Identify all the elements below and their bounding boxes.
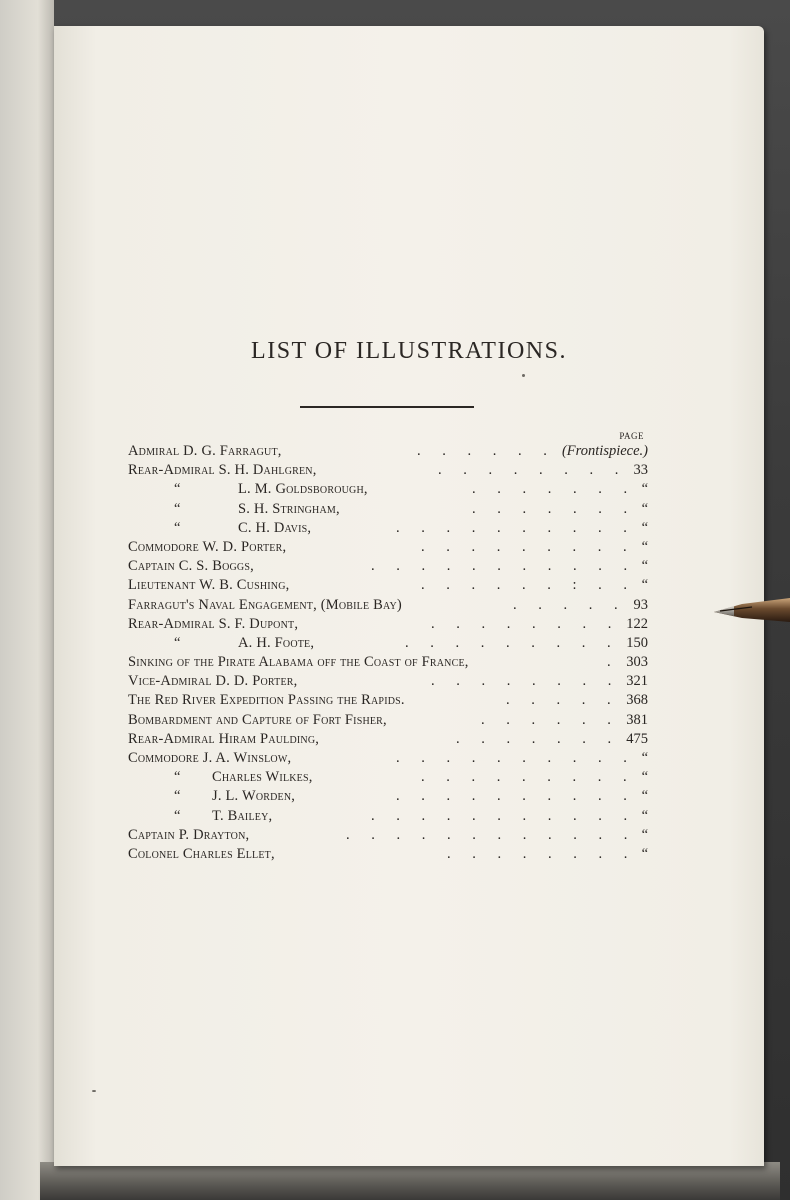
dot-leader: . . . . . . . . . . . [371, 807, 637, 824]
illustration-title: Commodore W. D. Porter, [128, 538, 287, 555]
dot-leader: . . . . . . . [472, 500, 637, 517]
dot-leader: . . . . . . . . [438, 462, 628, 479]
page-number: (Frontispiece.) [561, 443, 648, 459]
illustration-title: Rear-Admiral Hiram Paulding, [128, 730, 320, 747]
paper-speck [92, 1090, 96, 1092]
page-number: “ [641, 481, 648, 498]
dot-leader: . . . . . . . . [431, 673, 621, 690]
ditto-mark: “ [174, 500, 181, 517]
list-item [128, 787, 648, 806]
dot-leader: . [607, 654, 620, 671]
dot-leader: . . . . . . . . . . [396, 750, 636, 766]
illustration-title: Captain C. S. Boggs, [128, 558, 254, 575]
illustration-title: J. L. Worden, [212, 788, 296, 805]
page-number: 321 [626, 673, 648, 690]
book-page [54, 26, 764, 1166]
illustrations-list [128, 442, 648, 864]
list-item [128, 768, 648, 787]
illustration-title: Farragut's Naval Engagement, (Mobile Bay) [128, 596, 402, 613]
list-item [128, 691, 648, 710]
illustration-title: The Red River Expedition Passing the Rapids. [128, 692, 405, 709]
list-item [128, 500, 648, 519]
dot-leader: . . . . . . . . [431, 615, 621, 632]
page-number: 93 [633, 596, 648, 613]
illustration-title: S. H. Stringham, [238, 500, 340, 517]
list-item [128, 672, 648, 691]
list-item [128, 519, 648, 538]
page-number: “ [641, 845, 648, 862]
illustration-title: Vice-Admiral D. D. Porter, [128, 673, 298, 690]
list-item [128, 461, 648, 480]
illustration-title: L. M. Goldsborough, [238, 481, 368, 498]
page-column-label: PAGE [619, 431, 644, 441]
illustration-title: Colonel Charles Ellet, [128, 845, 275, 862]
list-item [128, 826, 648, 845]
dot-leader: . . . . . . . . . . . . [346, 826, 637, 843]
illustration-title: Rear-Admiral S. H. Dahlgren, [128, 462, 317, 479]
page-number: “ [641, 538, 648, 555]
list-item [128, 749, 648, 768]
illustration-title: Sinking of the Pirate Alabama off the Coast of France, [128, 654, 469, 671]
list-item [128, 711, 648, 730]
page-number: “ [641, 577, 648, 594]
dot-leader: . . . . . . [481, 711, 620, 728]
illustration-title: T. Bailey, [212, 807, 273, 824]
pen-icon [712, 592, 790, 628]
list-item [128, 576, 648, 595]
list-item [128, 538, 648, 557]
illustration-title: Rear-Admiral S. F. Dupont, [128, 615, 299, 632]
illustration-title: C. H. Davis, [238, 519, 312, 536]
illustration-title: Bombardment and Capture of Fort Fisher, [128, 711, 387, 728]
page-number: 368 [626, 692, 648, 709]
page-number: 122 [626, 615, 648, 632]
page-number: “ [641, 519, 648, 536]
list-item [128, 634, 648, 653]
dot-leader: . . . . . . . . . [421, 769, 636, 786]
list-item [128, 442, 648, 461]
ditto-mark: “ [174, 634, 181, 651]
ditto-mark: “ [174, 481, 181, 498]
page-number: “ [641, 558, 648, 575]
page-number: “ [641, 500, 648, 517]
dot-leader: . . . . . [513, 596, 627, 613]
dot-leader: . . . . . [506, 692, 620, 709]
dot-leader: . . . . . . [417, 443, 556, 459]
previous-page-edge [0, 0, 54, 1200]
dot-leader: . . . . . . . . [447, 845, 637, 862]
ditto-mark: “ [174, 807, 181, 824]
dot-leader: . . . . . . . . . . . [371, 558, 637, 575]
list-item [128, 730, 648, 749]
dot-leader: . . . . . . . [472, 481, 637, 498]
page-stack-edges [40, 1162, 780, 1200]
illustration-title: Commodore J. A. Winslow, [128, 750, 292, 766]
page-number: “ [641, 807, 648, 824]
page-number: “ [641, 750, 648, 766]
page-number: “ [641, 788, 648, 805]
list-item [128, 653, 648, 672]
ditto-mark: “ [174, 788, 181, 805]
page-number: “ [641, 826, 648, 843]
illustration-title: Charles Wilkes, [212, 769, 313, 786]
title-rule [300, 406, 474, 408]
page-number: 150 [626, 634, 648, 651]
list-item [128, 615, 648, 634]
page-number: “ [641, 769, 648, 786]
page-number: 475 [626, 730, 648, 747]
list-item [128, 845, 648, 864]
page-title: LIST OF ILLUSTRATIONS. [251, 338, 567, 364]
page-number: 381 [626, 711, 648, 728]
list-item [128, 596, 648, 615]
dot-leader: . . . . . . : . . [421, 577, 637, 594]
page-number: 303 [626, 654, 648, 671]
list-item [128, 807, 648, 826]
page-number: 33 [633, 462, 648, 479]
dot-leader: . . . . . . . . . . [396, 519, 636, 536]
list-item [128, 557, 648, 576]
illustration-title: A. H. Foote, [238, 634, 315, 651]
illustration-title: Lieutenant W. B. Cushing, [128, 577, 290, 594]
paper-speck [522, 374, 525, 377]
illustration-title: Admiral D. G. Farragut, [128, 443, 282, 459]
dot-leader: . . . . . . . . . [405, 634, 620, 651]
ditto-mark: “ [174, 769, 181, 786]
ditto-mark: “ [174, 519, 181, 536]
dot-leader: . . . . . . . . . [421, 538, 636, 555]
dot-leader: . . . . . . . . . . [396, 788, 636, 805]
list-item [128, 480, 648, 499]
illustration-title: Captain P. Drayton, [128, 826, 250, 843]
dot-leader: . . . . . . . [456, 730, 621, 747]
